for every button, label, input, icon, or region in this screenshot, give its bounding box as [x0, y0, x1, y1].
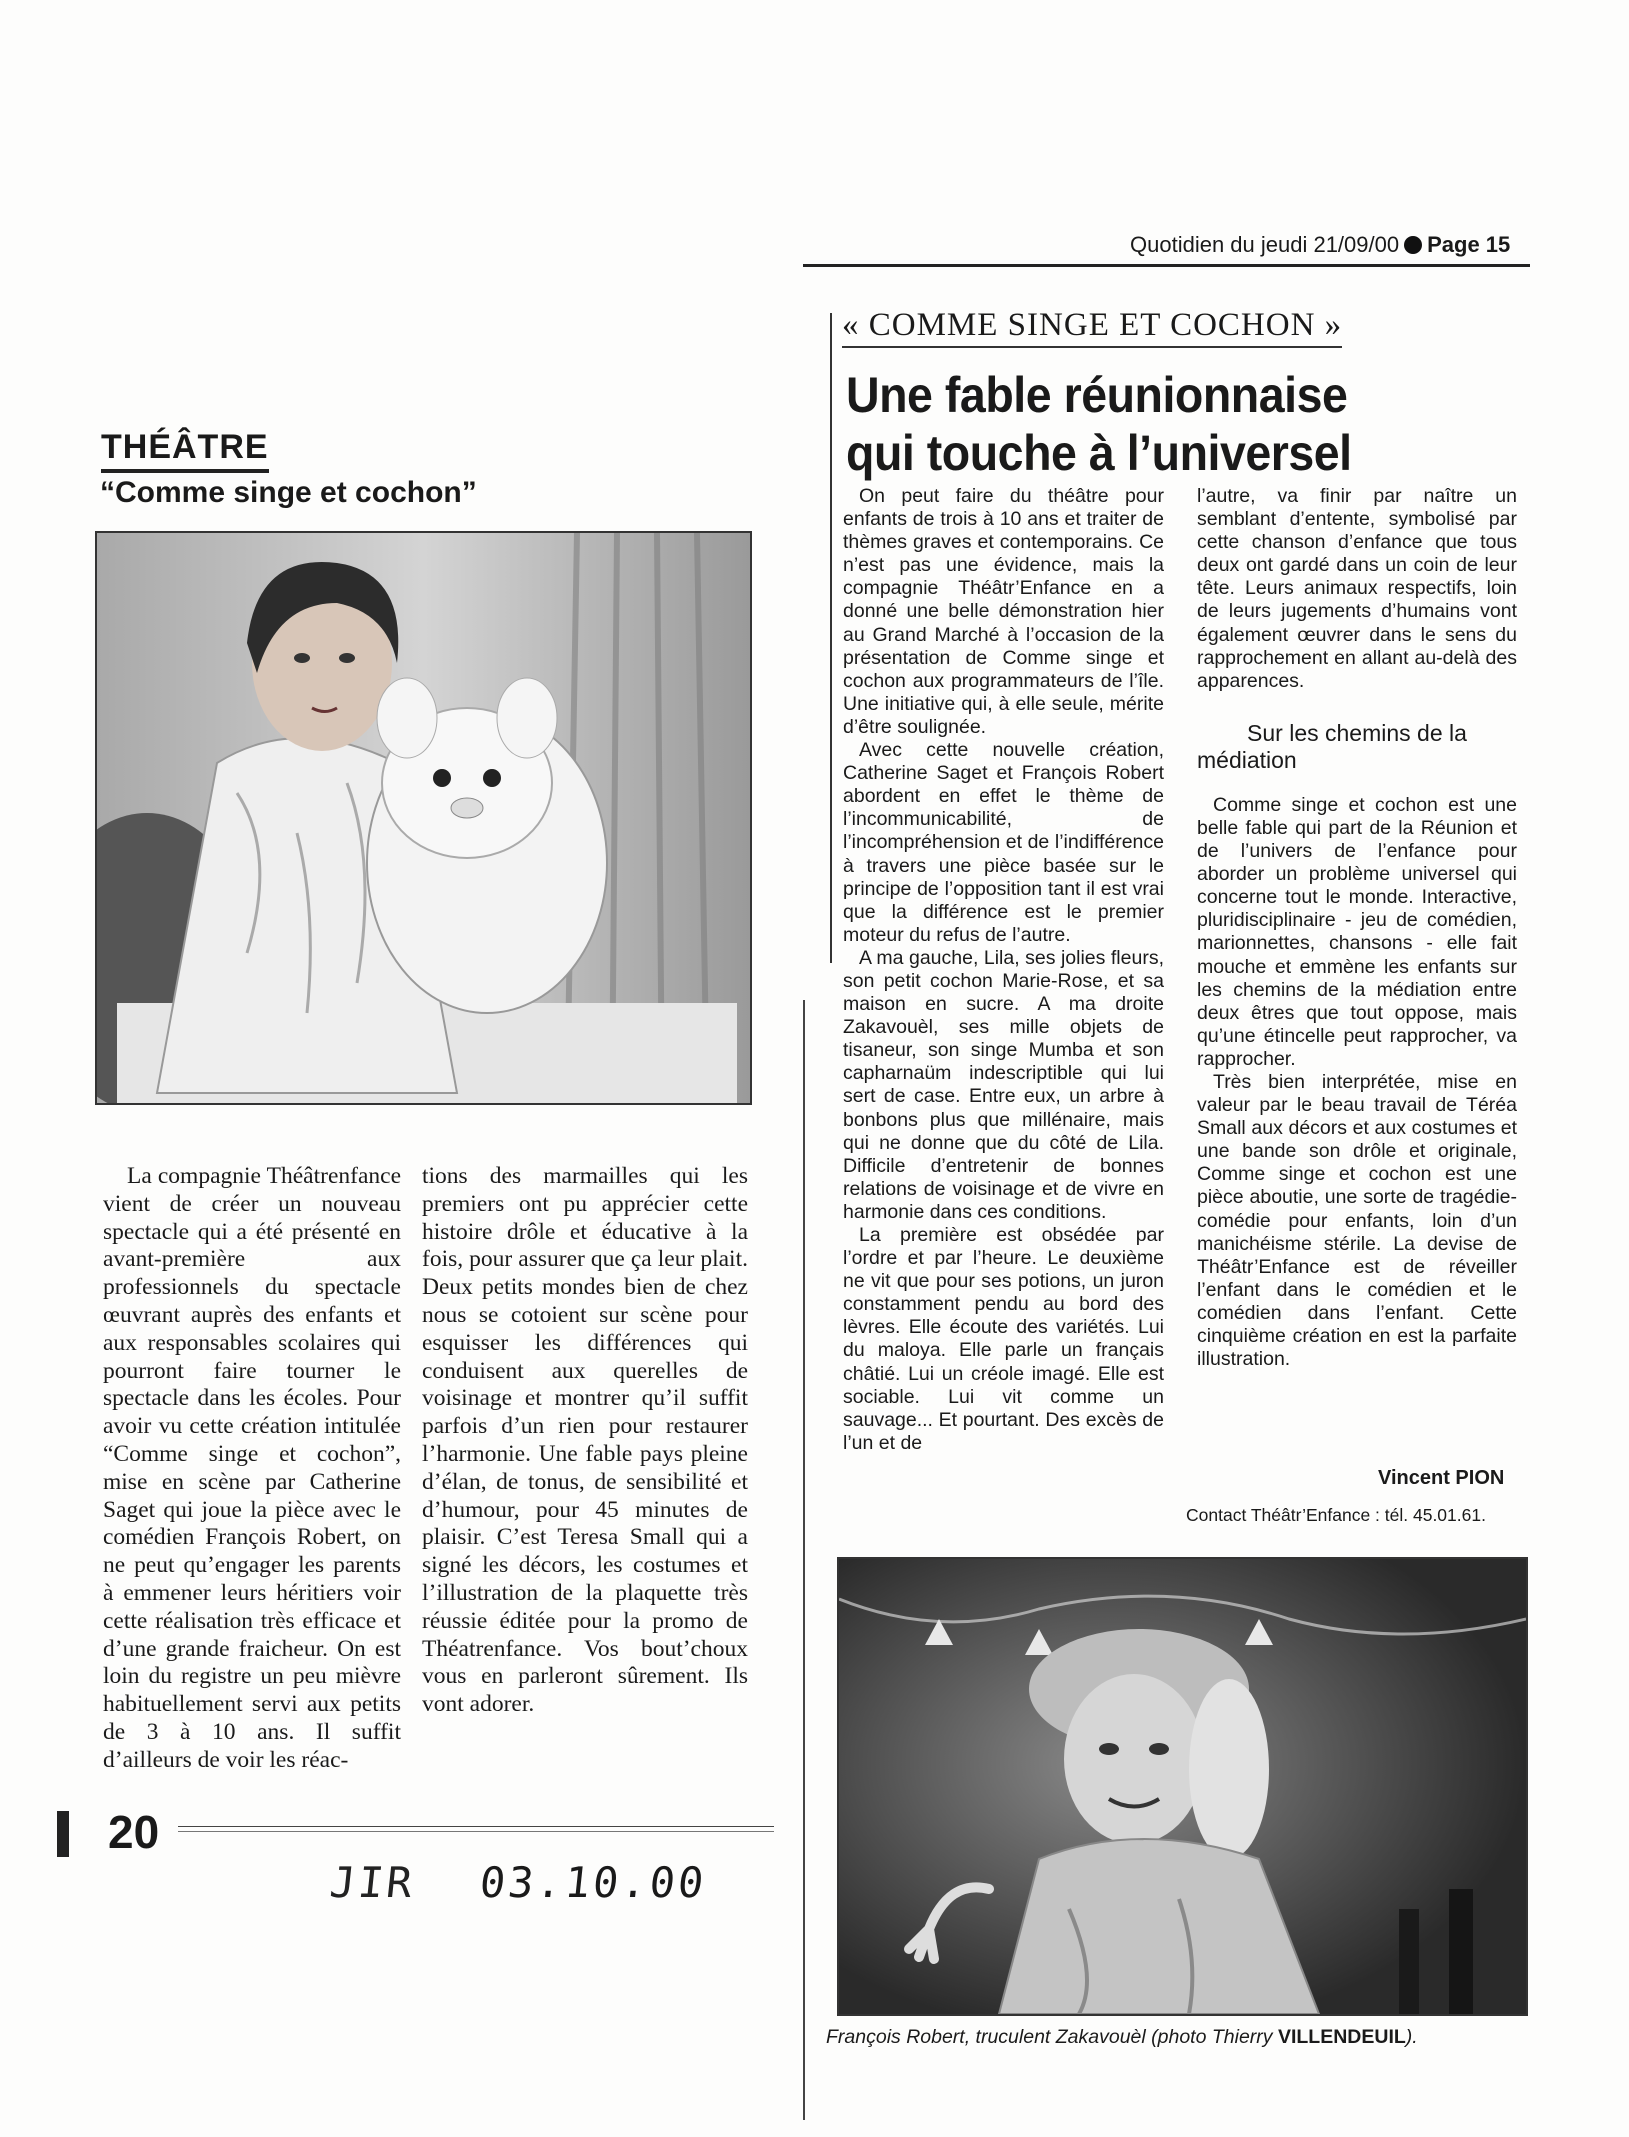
- woman-with-pig-puppet-photo: [95, 531, 752, 1105]
- dateline-text: Quotidien du jeudi 21/09/00: [1130, 232, 1400, 257]
- paragraph: A ma gauche, Lila, ses jolies fleurs, son petit cochon Marie-Rose, et sa maison en sucre. A ma droite Zakavouèl, ses mille objets de tisaneur, son singe Mumba et son capharnaüm indescriptible qui lui sert de case. Entre eux, un arbre à bonbons plus que millénaire, mais qui ne donne que du côté de Lila. Difficile d’entretenir de bonnes relations de voisinage et de vivre en harmonie dans ces conditions.: [843, 946, 1164, 1223]
- subhead: Sur les chemins de la médiation: [1197, 719, 1467, 773]
- footer-rule: [178, 1831, 774, 1832]
- photo-caption: [826, 2026, 1526, 2049]
- headline-line-1: Une fable réunionnaise: [846, 367, 1348, 423]
- caption-end: ).: [1405, 2026, 1418, 2048]
- contact-line: Contact Théâtr’Enfance : tél. 45.01.61.: [1186, 1505, 1486, 1525]
- header-rule: [803, 264, 1530, 267]
- column-rule: [803, 1000, 805, 2120]
- article-column-1: [843, 485, 1164, 1455]
- column-rule: [830, 313, 832, 963]
- handwritten-date: 03.10.00: [477, 1858, 709, 1907]
- article-column-2: tions des marmailles qui les premiers ont pu apprécier cette histoire drôle et éducative à la fois, pour assurer que ça leur plait. Deux petits mondes bien de chez nous se cotoient sur scène pour esquisser les différences qui conduisent aux querelles de voisinage et montrer qu’il suffit parfois d’un rien pour restaurer l’harmonie. Une fable pays pleine d’élan, de tonus, de sensibilité et d’humour, pour 45 minutes de plaisir. C’est Teresa Small qui a signé les décors, les costumes et l’illustration de la plaquette très réussie éditée pour la promo de Théatrenfance. Vos bout’choux vous en parleront sûrement. Ils vont adorer.: [422, 1163, 748, 1718]
- paragraph: On peut faire du théâtre pour enfants de trois à 10 ans et traiter de thèmes graves et contemporains. Ce n’est pas une évidence, mais la compagnie Théâtr’Enfance en a donné une belle démonstration hier au Grand Marché à l’occasion de la présentation de Comme singe et cochon aux programmateurs de l’île. Une initiative qui, à elle seule, mérite d’être soulignée.: [843, 485, 1164, 738]
- page-number: 20: [108, 1806, 160, 1858]
- article-column-2: [1197, 485, 1517, 1371]
- paragraph: Avec cette nouvelle création, Catherine Saget et François Robert abordent en effet le thème de l’incommunicabilité, de l’incompréhension et de l’indifférence à travers une pièce basée sur le principe de l’opposition tant il est vrai que la différence est le premier moteur du refus de l’autre.: [843, 739, 1164, 946]
- actor-in-costume-photo: [837, 1557, 1528, 2016]
- section-label: THÉÂTRE: [101, 428, 269, 473]
- dateline-page: Page 15: [1427, 232, 1511, 257]
- handwritten-source: JIR: [327, 1858, 418, 1907]
- paragraph: l’autre, va finir par naître un semblant d’entente, symbolisé par cette chanson d’enfance que tous deux ont gardé dans un coin de leur tête. Leurs animaux respectifs, loin de leurs jugements d’humains vont également œuvrer dans le sens du rapprochement en allant au-delà des apparences.: [1197, 485, 1517, 692]
- paragraph: Comme singe et cochon est une belle fable qui part de la Réunion et de l’univers de l’enfance pour aborder un problème universel qui concerne tout le monde. Interactive, pluridisciplinaire - jeu de comédien, marionnettes, chansons - elle fait mouche et emmène les enfants sur les chemins de la médiation entre deux êtres que tout oppose, mais qu’une étincelle peut rapprocher, va rapprocher.: [1197, 793, 1517, 1070]
- headline: [846, 366, 1478, 482]
- paragraph: La première est obsédée par l’ordre et par l’heure. Le deuxième ne vit que pour ses potions, un juron constamment pendu au bord des lèvres. Elle écoute des variétés. Lui du maloya. Elle parle un français châtié. Lui un créole imagé. Elle est sociable. Lui vit comme un sauvage... Et pourtant. Des excès de l’un et de: [843, 1224, 1164, 1454]
- dateline: [1130, 232, 1510, 258]
- page-marker-bar: [57, 1811, 69, 1857]
- paragraph: Très bien interprétée, mise en valeur par le beau travail de Téréa Small aux décors et aux costumes et une bande son drôle et originale, Comme singe et cochon est une pièce aboutie, une sorte de tragédie-comédie pour enfants, loin d’un manichéisme stérile. La devise de Théâtr’Enfance est de réveiller l’enfant dans le comédien et le comédien dans l’enfant. Cette cinquième création en est la parfaite illustration.: [1197, 1070, 1517, 1371]
- headline-line-2: qui touche à l’universel: [846, 425, 1352, 481]
- caption-credit: VILLENDEUIL: [1277, 2026, 1406, 2048]
- caption-text: François Robert, truculent Zakavouèl (photo Thierry: [826, 2026, 1278, 2048]
- kicker: « COMME SINGE ET COCHON »: [842, 307, 1342, 348]
- article-subtitle: “Comme singe et cochon”: [100, 476, 477, 509]
- article-column-1: La compagnie Théâtrenfance vient de créer un nouveau spectacle qui a été présenté en avant-première aux professionnels du spectacle œuvrant auprès des enfants et aux responsables scolaires qui pourront faire tourner le spectacle dans les écoles. Pour avoir vu cette création intitulée “Comme singe et cochon”, mise en scène par Catherine Saget qui joue la pièce avec le comédien François Robert, on ne peut qu’engager les parents à emmener leurs héritiers voir cette réalisation très efficace et d’une grande fraicheur. On est loin du registre un peu mièvre habituellement servi aux petits de 3 à 10 ans. Il suffit d’ailleurs de voir les réac-: [103, 1163, 401, 1773]
- bullet-icon: [1404, 236, 1422, 254]
- footer-rule: [178, 1826, 774, 1827]
- author-byline: Vincent PION: [1378, 1467, 1505, 1489]
